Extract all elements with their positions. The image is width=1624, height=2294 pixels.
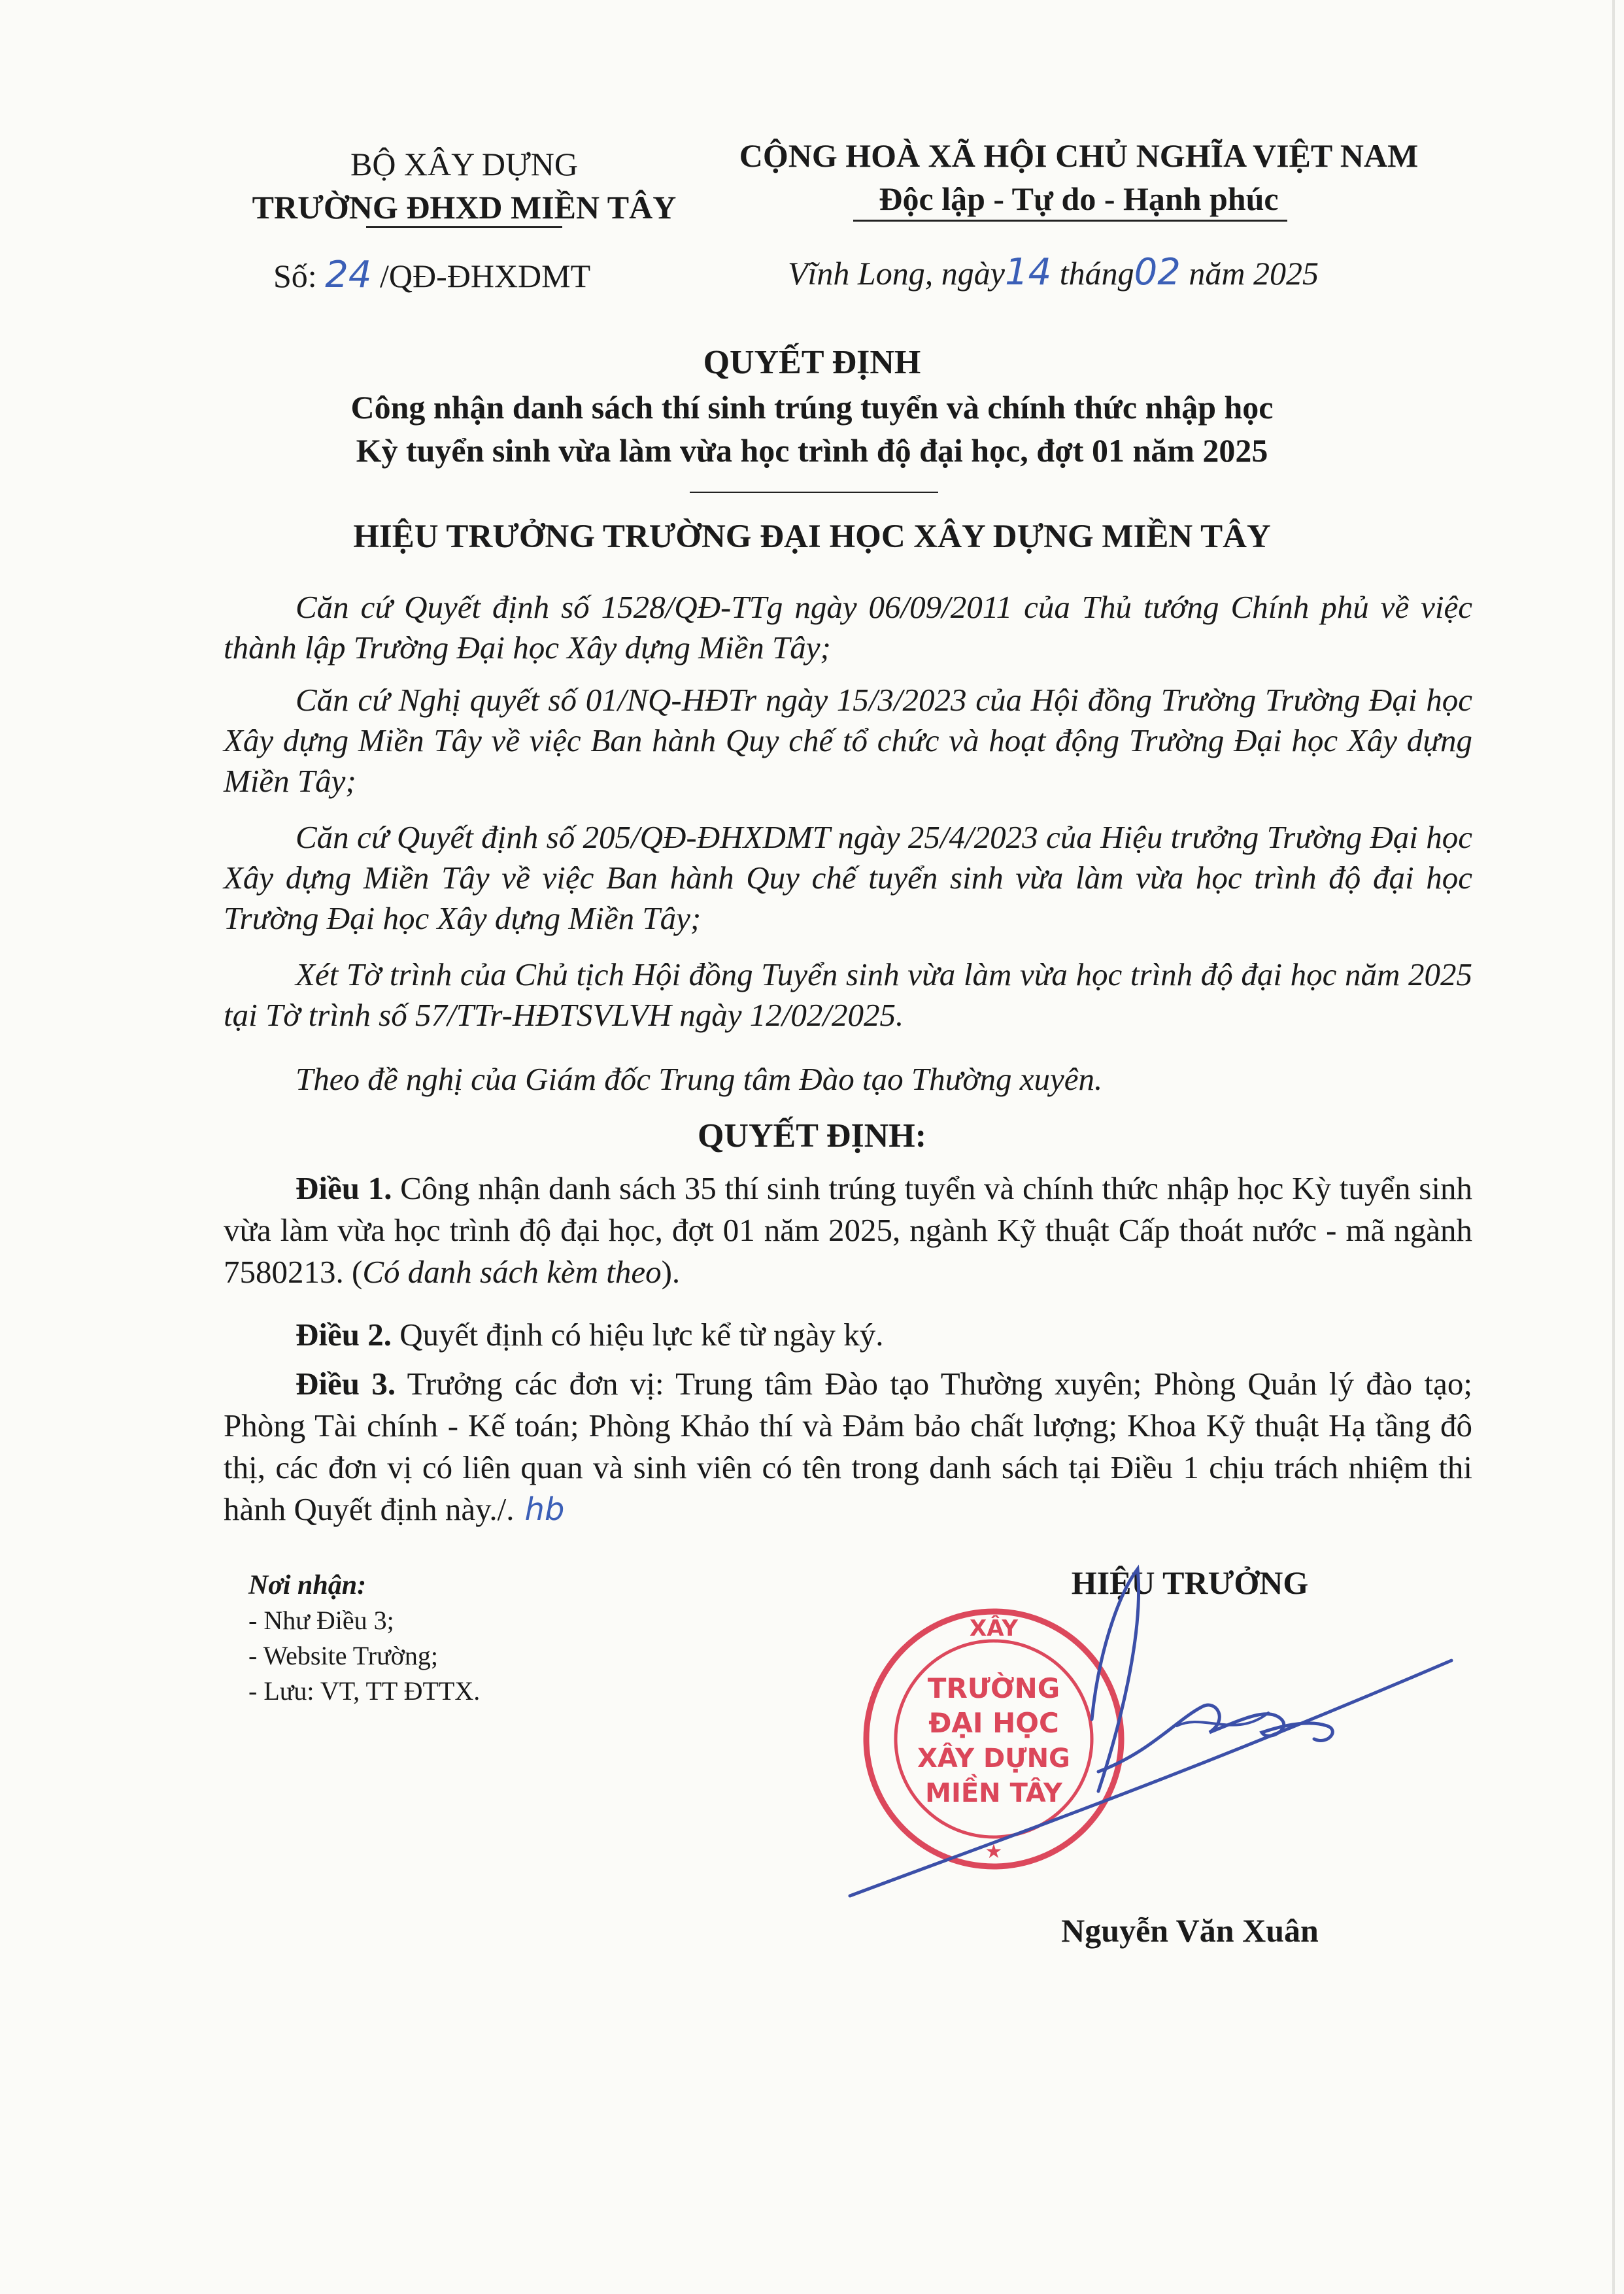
basis-2-text: Căn cứ Nghị quyết số 01/NQ-HĐTr ngày 15/3/2023 của Hội đồng Trường Trường Đại học Xây dựng Miền Tây về việc Ban hành Quy chế tổ chức và hoạt động Trường Đại học Xây dựng Miền Tây;: [224, 682, 1472, 799]
recipients: [248, 1568, 480, 1709]
recipient-2: - Website Trường;: [248, 1641, 439, 1670]
recipients-heading: Nơi nhận:: [248, 1570, 367, 1600]
date-day: 14: [1004, 251, 1052, 294]
header-left: [216, 143, 713, 229]
basis-3: [224, 817, 1472, 939]
decision-title: QUYẾT ĐỊNH: [703, 344, 921, 381]
school-underline: [366, 226, 562, 228]
article-2: [224, 1314, 1472, 1356]
recipient-3: - Lưu: VT, TT ĐTTX.: [248, 1676, 481, 1706]
ministry-name: BỘ XÂY DỰNG: [350, 146, 579, 182]
article-1-note: Có danh sách kèm theo: [362, 1254, 662, 1290]
article-3-label: Điều 3.: [296, 1366, 396, 1402]
basis-1: [224, 587, 1472, 668]
article-1-tail: ).: [661, 1254, 681, 1290]
decision-heading: QUYẾT ĐỊNH:: [697, 1117, 927, 1155]
school-name: TRƯỜNG ĐHXD MIỀN TÂY: [252, 189, 677, 226]
basis-3-text: Căn cứ Quyết định số 205/QĐ-ĐHXDMT ngày 25/4/2023 của Hiệu trưởng Trường Đại học Xây dựng Miền Tây về việc Ban hành Quy chế tuyển sinh vừa làm vừa học trình độ đại học Trường Đại học Xây dựng Miền Tây;: [224, 819, 1472, 936]
basis-5-text: Theo đề nghị của Giám đốc Trung tâm Đào tạo Thường xuyên.: [296, 1061, 1103, 1097]
stamp-star: ★: [985, 1840, 1003, 1863]
title-block: [0, 340, 1624, 472]
basis-1-text: Căn cứ Quyết định số 1528/QĐ-TTg ngày 06/09/2011 của Thủ tướng Chính phủ về việc thành lập Trường Đại học Xây dựng Miền Tây;: [224, 589, 1472, 666]
signer-title: HIỆU TRƯỞNG: [1071, 1564, 1309, 1601]
header-right: [713, 134, 1445, 220]
date-month-label: tháng: [1059, 255, 1134, 292]
stamp-ring-text: XÂY: [970, 1615, 1018, 1642]
document-number: [273, 254, 590, 297]
recipient-1: - Như Điều 3;: [248, 1606, 394, 1635]
stamp-line-4: MIỀN TÂY: [925, 1778, 1062, 1808]
basis-2: [224, 680, 1472, 801]
subject-line-2: Kỳ tuyển sinh vừa làm vừa học trình độ đại học, đợt 01 năm 2025: [356, 432, 1268, 469]
authority-heading: HIỆU TRƯỞNG TRƯỜNG ĐẠI HỌC XÂY DỰNG MIỀN TÂY: [353, 518, 1271, 555]
motto-underline: [853, 220, 1287, 222]
motto: Độc lập - Tự do - Hạnh phúc: [879, 180, 1279, 217]
date-year: năm 2025: [1189, 255, 1319, 292]
basis-5: [224, 1059, 1472, 1100]
date-month: 02: [1134, 251, 1181, 294]
article-3-text: Trưởng các đơn vị: Trung tâm Đào tạo Thường xuyên; Phòng Quản lý đào tạo; Phòng Tài chính - Kế toán; Phòng Khảo thí và Đảm bảo chất lượng; Khoa Kỹ thuật Hạ tầng đô thị, các đơn vị có liên quan và sinh viên có tên trong danh sách tại Điều 1 chịu trách nhiệm thi hành Quyết định này./.: [224, 1366, 1473, 1527]
article-3-initials: hb: [524, 1491, 565, 1528]
document-date: [788, 251, 1319, 295]
article-1-text: Công nhận danh sách 35 thí sinh trúng tuyển và chính thức nhập học Kỳ tuyển sinh vừa làm vừa học trình độ đại học, đợt 01 năm 2025, ngành Kỹ thuật Cấp thoát nước - mã ngành 7580213. (: [224, 1170, 1472, 1290]
article-2-text: Quyết định có hiệu lực kể từ ngày ký.: [392, 1317, 884, 1353]
article-1-label: Điều 1.: [296, 1170, 392, 1206]
date-place: Vĩnh Long, ngày: [788, 255, 1005, 292]
country-name: CỘNG HOÀ XÃ HỘI CHỦ NGHĨA VIỆT NAM: [739, 137, 1419, 174]
stamp-line-2: ĐẠI HỌC: [928, 1707, 1059, 1739]
basis-4-text: Xét Tờ trình của Chủ tịch Hội đồng Tuyển sinh vừa làm vừa học trình độ đại học năm 2025 tại Tờ trình số 57/TTr-HĐTSVLVH ngày 12/02/2025.: [224, 956, 1472, 1033]
title-underline: [690, 492, 938, 493]
number-prefix: Số:: [273, 258, 317, 294]
basis-4: [224, 954, 1472, 1036]
number-handwritten: 24: [325, 254, 372, 296]
subject-line-1: Công nhận danh sách thí sinh trúng tuyển và chính thức nhập học: [350, 389, 1274, 426]
article-1: [224, 1168, 1472, 1293]
handwritten-signature: [811, 1556, 1491, 1922]
signer-name: Nguyễn Văn Xuân: [1061, 1912, 1319, 1949]
stamp-line-3: XÂY DỰNG: [917, 1744, 1070, 1774]
article-2-label: Điều 2.: [296, 1317, 392, 1353]
number-suffix: /QĐ-ĐHXDMT: [379, 258, 591, 294]
article-3: [224, 1363, 1472, 1530]
stamp-line-1: TRƯỜNG: [927, 1672, 1060, 1704]
